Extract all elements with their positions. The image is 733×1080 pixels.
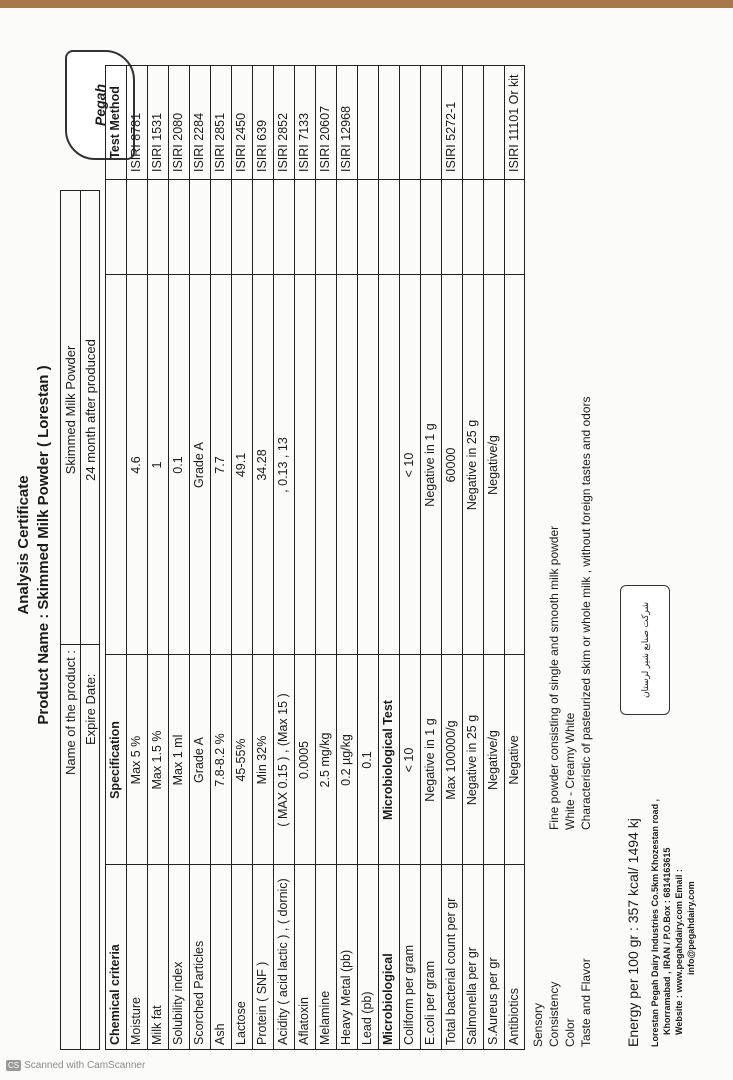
sensory-value: Characteristic of pasteurized skim or whole milk , without foreign tastes and odors [579, 396, 593, 830]
energy-line: Energy per 100 gr : 357 kcal/ 1494 kj [625, 818, 641, 1047]
pegah-logo: Pegah [65, 50, 135, 160]
micro-name: Salmonella per gr [465, 947, 479, 1045]
product-name: Product Name : Skimmed Milk Powder ( Lorestan ) [35, 365, 52, 725]
micro-spec: Negative [507, 735, 521, 785]
camscanner-icon: CS [8, 1061, 20, 1070]
chem-spec: Max 5 % [129, 735, 143, 785]
chem-name: Moisture [129, 997, 143, 1045]
chem-method: ISIRI 639 [255, 119, 269, 172]
specification-header: Specification [108, 721, 122, 799]
chem-name: Lactose [234, 1001, 248, 1045]
chem-spec: 45-55% [234, 738, 248, 782]
chem-spec: 0.2 µg/kg [339, 734, 353, 786]
certificate-document [5, 25, 730, 1065]
micro-name: E.coli per gram [423, 960, 437, 1045]
test-method-header: Test Method [108, 86, 122, 159]
camscanner-text: Scanned with CamScanner [24, 1060, 146, 1071]
expire-date-label: Expire Date: [83, 673, 98, 745]
chem-spec: Max 1 ml [171, 734, 185, 786]
micro-spec: Negative in 25 g [465, 714, 479, 806]
sensory-label: Taste and Flavor [579, 958, 593, 1047]
micro-result: Negative in 1 g [423, 423, 437, 507]
chem-result: , 0.13 , 13 [276, 437, 290, 493]
chem-name: Heavy Metal (pb) [339, 949, 353, 1045]
micro-name: Total bacterial count per gr [444, 897, 458, 1045]
chem-result: 7.7 [213, 456, 227, 474]
chem-method: ISIRI 20607 [318, 105, 332, 172]
chem-method: ISIRI 12968 [339, 105, 353, 172]
chem-spec: 0.1 [360, 751, 374, 769]
micro-spec: < 10 [402, 747, 416, 773]
chem-method: ISIRI 1531 [150, 112, 164, 172]
chem-name: Acidity ( acid lactic ) , ( dornic) [276, 878, 290, 1045]
chem-result: 1 [150, 461, 164, 469]
chem-spec: Grade A [192, 737, 206, 783]
expire-date-value: 24 month after produced [83, 339, 98, 481]
chem-method: ISIRI 7133 [297, 112, 311, 172]
chem-name: Lead (pb) [360, 991, 374, 1045]
chem-spec: 2.5 mg/kg [318, 732, 332, 788]
chem-spec: 0.0005 [297, 740, 311, 780]
micro-test-header: Microbiological Test [381, 700, 395, 820]
company-website: Website : www.pegahdairy.com Email : [674, 869, 684, 1035]
micro-name: Coliform per gram [402, 944, 416, 1045]
micro-result: Negative/g [486, 435, 500, 495]
chem-result: 34.28 [255, 449, 269, 481]
micro-header: Microbiological [381, 953, 395, 1045]
chem-spec: Min 32% [255, 735, 269, 785]
chem-name: Milk fat [150, 1005, 164, 1045]
company-email: info@pegahdairy.com [686, 881, 696, 975]
chem-name: Aflatoxin [297, 997, 311, 1045]
sensory-label: Consistency [547, 981, 561, 1047]
chem-result: 49.1 [234, 452, 248, 478]
sensory-label: Sensory [531, 1002, 545, 1047]
chem-name: Scorched Particles [192, 940, 206, 1045]
chem-name: Protein ( SNF ) [255, 961, 269, 1045]
chem-method: ISIRI 2080 [171, 112, 185, 172]
micro-method: ISIRI 11101 Or kit [507, 74, 521, 172]
chem-name: Ash [213, 1023, 227, 1045]
micro-spec: Negative in 1 g [423, 718, 437, 802]
micro-name: S.Aureus per gr [486, 957, 500, 1045]
micro-result: < 10 [402, 452, 416, 478]
chem-result: 4.6 [129, 456, 143, 474]
camscanner-watermark [6, 1060, 145, 1071]
company-address-2: Khorramabad , IRAN / P.O.Box : 6814163615 [662, 847, 672, 1035]
chem-method: ISIRI 2450 [234, 112, 248, 172]
chem-name: Solubility index [171, 961, 185, 1045]
sensory-label: Color [563, 1018, 577, 1047]
micro-result: Negative in 25 g [465, 419, 479, 511]
chem-method: ISIRI 2284 [192, 112, 206, 172]
sensory-value: Fine powder consisting of single and smooth milk powder [547, 525, 561, 830]
certificate-title: Analysis Certificate [15, 475, 32, 615]
sensory-value: White - Creamy White [563, 712, 577, 830]
micro-name: Antibiotics [507, 988, 521, 1045]
chem-method: ISIRI 8781 [129, 112, 143, 172]
company-address-1: Lorestan Pegah Dairy Industries Co.5km Khozestan road , [650, 798, 660, 1047]
chem-spec: Max 1.5 % [150, 730, 164, 790]
chem-spec: ( MAX 0.15 ) , (Max 15 ) [276, 693, 290, 827]
chem-method: ISIRI 2852 [276, 112, 290, 172]
name-of-product-label: Name of the product : [63, 649, 78, 775]
chem-result: 0.1 [171, 456, 185, 474]
chemical-header: Chemical criteria [108, 944, 122, 1045]
scan-edge [0, 0, 733, 8]
micro-spec: Negative/g [486, 730, 500, 790]
micro-result: 60000 [444, 447, 458, 483]
name-of-product-value: Skimmed Milk Powder [63, 345, 78, 475]
chem-method: ISIRI 2851 [213, 112, 227, 172]
company-stamp: شرکت صنایع شیر لرستان [620, 585, 670, 715]
micro-spec: Max 100000/g [444, 720, 458, 800]
chem-name: Melamine [318, 990, 332, 1045]
micro-method: ISIRI 5272-1 [444, 101, 458, 172]
chem-spec: 7.8-8.2 % [213, 733, 227, 787]
chem-result: Grade A [192, 442, 206, 488]
